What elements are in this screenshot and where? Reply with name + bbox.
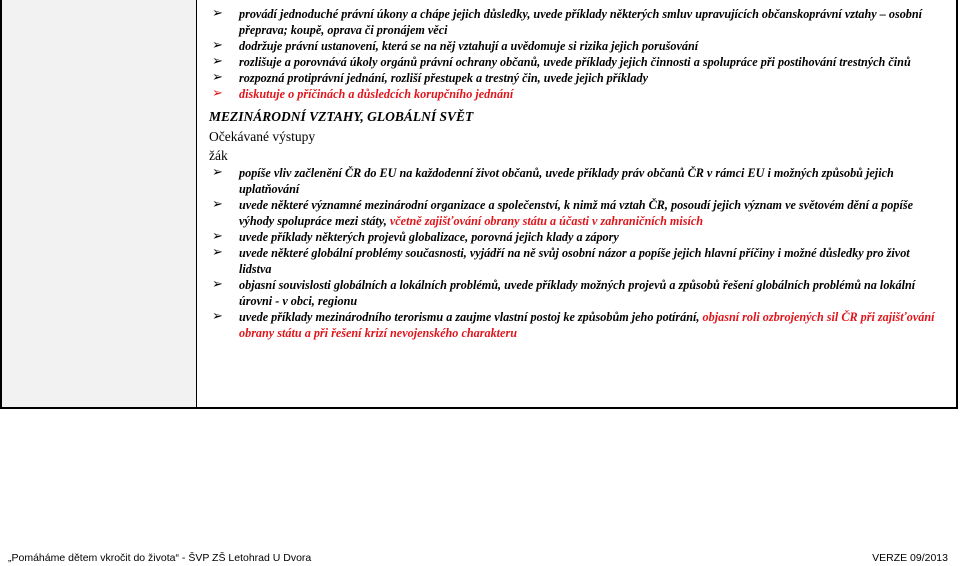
table-right-column [197,0,956,407]
arrow-bullet-icon: ➢ [212,6,223,21]
page-footer [8,552,948,564]
list-item [209,165,944,197]
arrow-bullet-icon: ➢ [212,245,223,260]
arrow-bullet-icon: ➢ [212,229,223,244]
arrow-bullet-icon: ➢ [212,54,223,69]
item-text: uvede některé globální problémy současnosti, vyjádří na ně svůj osobní názor a popíše jejich hlavní příčiny i možné důsledky pro život lidstva [239,246,910,276]
item-text: uvede některé významné mezinárodní organizace a společenství, k nimž má vztah ČR, posoudí jejich význam ve světovém dění a popíše výhody spolupráce mezi státy, [239,198,913,228]
item-text: dodržuje právní ustanovení, která se na něj vztahují a uvědomuje si rizika jejich porušování [239,39,699,53]
list-item [209,6,944,38]
arrow-bullet-icon: ➢ [212,197,223,212]
list-item [209,197,944,229]
item-text: uvede příklady mezinárodního terorismu a zaujme vlastní postoj ke způsobům jeho potírání, [239,310,703,324]
outcomes-list-international [209,165,944,341]
item-text: provádí jednoduché právní úkony a chápe jejich důsledky, uvede příklady některých smluv upravujících občanskoprávní vztahy – osobní přeprava; koupě, oprava či pronájem věci [239,7,923,37]
highlighted-text: diskutuje o příčinách a důsledcích korupčního jednání [239,87,514,101]
arrow-bullet-icon: ➢ [212,70,223,85]
list-item [209,54,944,70]
table-left-column [2,0,197,407]
outcomes-list-law [209,6,944,102]
item-text: objasní souvislosti globálních a lokálních problémů, uvede příklady možných projevů a způsobů řešení globálních problémů na lokální úrovni - v obci, regionu [239,278,916,308]
arrow-bullet-icon: ➢ [212,38,223,53]
item-text: popíše vliv začlenění ČR do EU na každodenní život občanů, uvede příklady práv občanů ČR v rámci EU i možných způsobů jejich uplatňování [239,166,894,196]
arrow-bullet-icon: ➢ [212,309,223,324]
list-item [209,86,944,102]
footer-version: VERZE 09/2013 [872,552,948,564]
highlighted-text: včetně zajišťování obrany státu a účasti v zahraničních misích [389,214,704,228]
list-item [209,309,944,341]
section-heading: MEZINÁRODNÍ VZTAHY, GLOBÁLNÍ SVĚT [209,109,474,124]
footer-program-title: „Pomáháme dětem vkročit do života“ - ŠVP ZŠ Letohrad U Dvora [8,552,312,564]
list-item [209,38,944,54]
list-item [209,229,944,245]
list-item [209,277,944,309]
arrow-bullet-icon: ➢ [212,165,223,180]
highlighted-text: objasní roli ozbrojených sil ČR při zajišťování obrany státu a při řešení krizí nevojenského charakteru [239,310,935,340]
arrow-bullet-icon: ➢ [212,277,223,292]
item-text: rozpozná protiprávní jednání, rozliší přestupek a trestný čin, uvede jejich příklady [239,71,648,85]
list-item [209,70,944,86]
item-text: uvede příklady některých projevů globalizace, porovná jejich klady a zápory [239,230,619,244]
section-subheading: Očekávané výstupy [209,129,316,144]
arrow-bullet-icon: ➢ [212,86,223,101]
list-item [209,245,944,277]
pupil-label: žák [209,148,228,163]
item-text: rozlišuje a porovnává úkoly orgánů právní ochrany občanů, uvede příklady jejich činnosti a spolupráce při postihování trestných činů [239,55,911,69]
